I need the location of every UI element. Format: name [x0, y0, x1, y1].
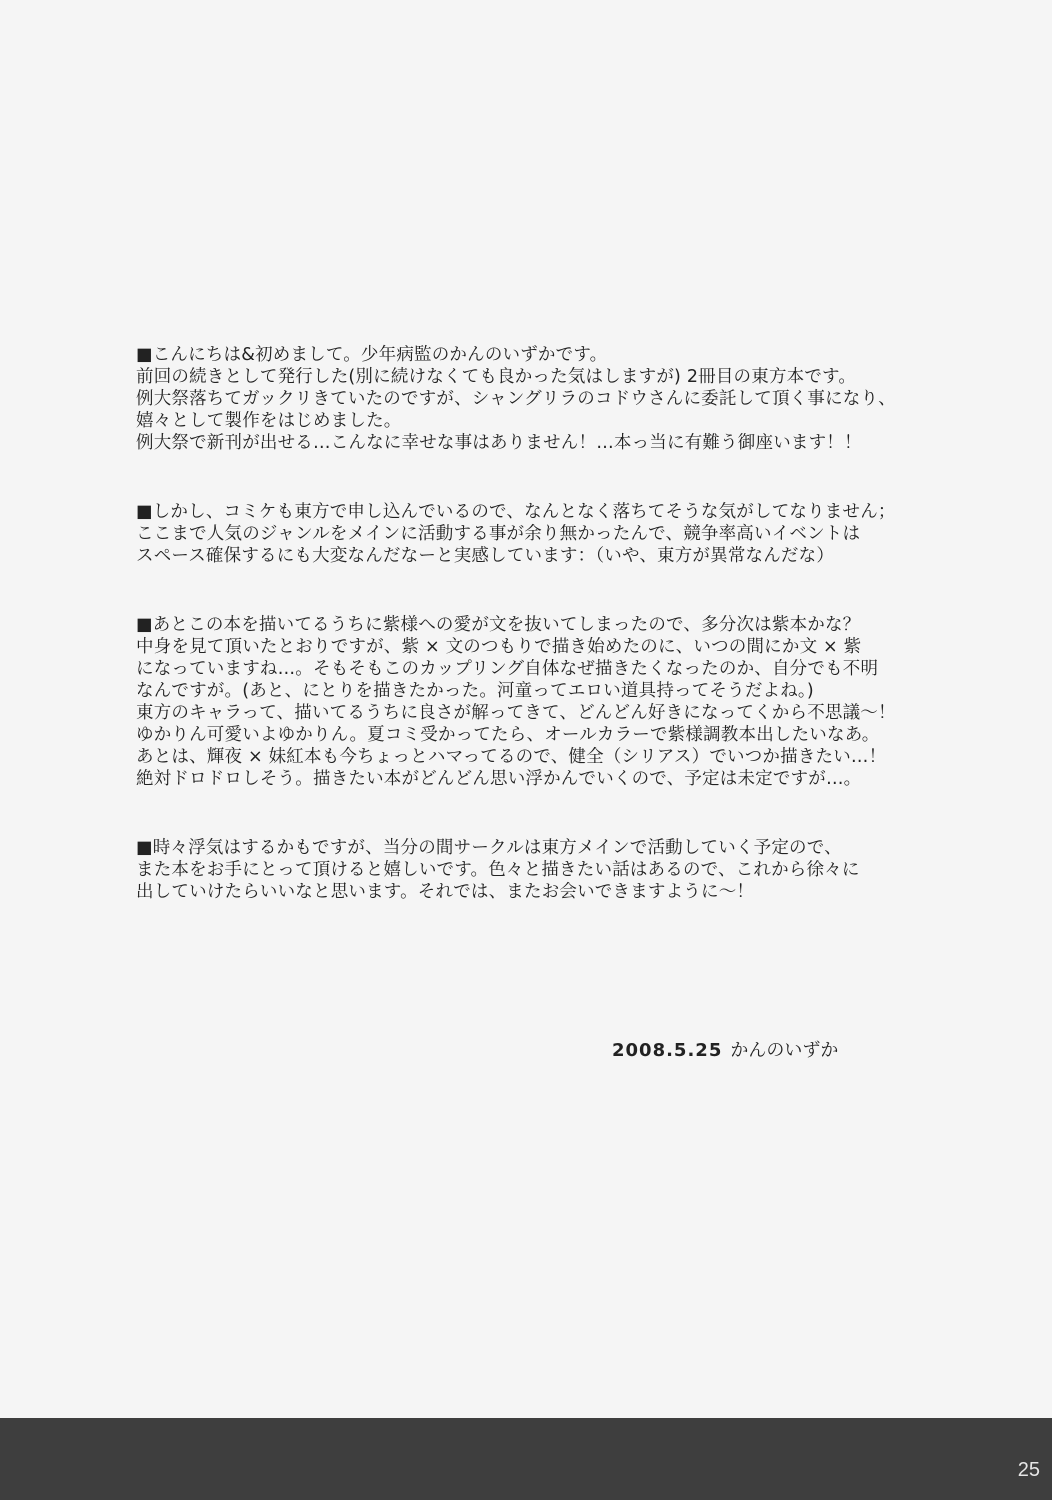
- text-line: 例大祭落ちてガックリきていたのですが、シャングリラのコドウさんに委託して頂く事になり、: [136, 389, 896, 409]
- text-line: 前回の続きとして発行した(別に続けなくても良かった気はしますが) 2冊目の東方本です。: [136, 367, 857, 387]
- text-line: になっていますね…。そもそもこのカップリング自体なぜ描きたくなったのか、自分でも不明: [136, 659, 879, 679]
- paragraph-greeting: [136, 344, 916, 454]
- text-line: あとは、輝夜 × 妹紅本も今ちょっとハマってるので、健全（シリアス）でいつか描きたい…！: [136, 747, 887, 767]
- text-line: ■こんにちは&初めまして。少年病監のかんのいずかです。: [136, 345, 608, 365]
- text-line: ここまで人気のジャンルをメインに活動する事が余り無かったんで、競争率高いイベントは: [136, 524, 861, 544]
- text-line: ■しかし、コミケも東方で申し込んでいるので、なんとなく落ちてそうな気がしてなりません；: [136, 502, 896, 522]
- paragraph-closing: [136, 837, 916, 903]
- text-line: 嬉々として製作をはじめました。: [136, 411, 402, 431]
- signature-author: かんのいずか: [730, 1040, 839, 1061]
- afterword-text: [136, 344, 916, 950]
- paragraph-comiket: [136, 501, 916, 567]
- text-line: スペース確保するにも大変なんだなーと実感しています：（いや、東方が異常なんだな）: [136, 546, 835, 566]
- text-line: 出していけたらいいなと思います。それでは、またお会いできますように～！: [136, 882, 755, 902]
- paragraph-yukari: [136, 614, 916, 790]
- text-line: なんですが。(あと、にとりを描きたかった。河童ってエロい道具持ってそうだよね。): [136, 681, 814, 701]
- text-line: 中身を見て頂いたとおりですが、紫 × 文のつもりで描き始めたのに、いつの間にか文 × 紫: [136, 637, 862, 657]
- text-line: ■時々浮気はするかもですが、当分の間サークルは東方メインで活動していく予定ので、: [136, 838, 842, 858]
- text-line: 絶対ドロドロしそう。描きたい本がどんどん思い浮かんでいくので、予定は未定ですが…。: [136, 769, 862, 789]
- text-line: ゆかりん可愛いよゆかりん。夏コミ受かってたら、オールカラーで紫様調教本出したいなあ。: [136, 725, 880, 745]
- signature: [612, 1040, 838, 1062]
- signature-date: 2008.5.25: [612, 1040, 723, 1061]
- text-line: 例大祭で新刊が出せる…こんなに幸せな事はありません！…本っ当に有難う御座います！！: [136, 433, 862, 453]
- footer-bar: [0, 1418, 1052, 1500]
- text-line: ■あとこの本を描いてるうちに紫様への愛が文を抜いてしまったので、多分次は紫本かな？: [136, 615, 861, 635]
- page-number: 25: [1017, 1459, 1040, 1481]
- text-line: また本をお手にとって頂けると嬉しいです。色々と描きたい話はあるので、これから徐々に: [136, 860, 860, 880]
- text-line: 東方のキャラって、描いてるうちに良さが解ってきて、どんどん好きになってくから不思議～！: [136, 703, 896, 723]
